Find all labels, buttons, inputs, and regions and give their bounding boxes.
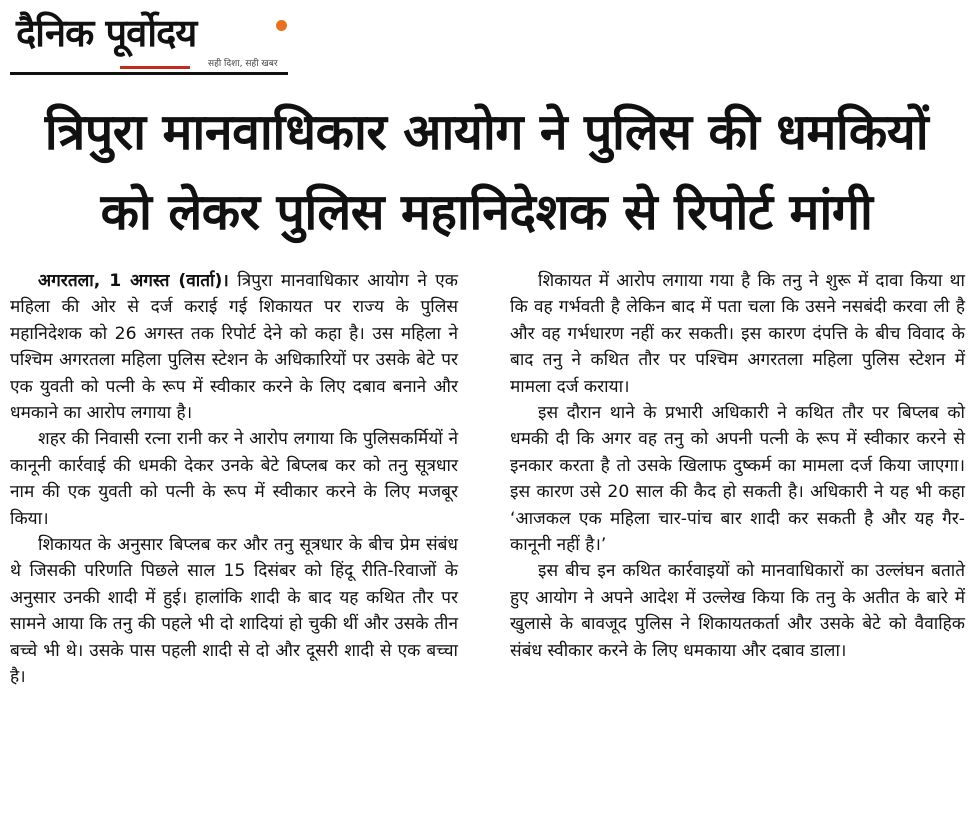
headline <box>0 92 973 252</box>
article-paragraph: शिकायत के अनुसार बिप्लब कर और तनु सूत्रधार के बीच प्रेम संबंध थे जिसकी परिणति पिछले साल 15 दिसंबर को हिंदू रीति-रिवाजों के अनुसार उनकी शादी में हुई। हालांकि शादी के बाद यह कथित तौर पर सामने आया कि तनु की पहले भी दो शादियां हो चुकी थीं और उसके तीन बच्चे भी थे। उसके पास पहली शादी से दो और दूसरी शादी से एक बच्चा है। <box>10 535 458 688</box>
article-column-right <box>510 268 965 664</box>
article-paragraph: इस बीच इन कथित कार्रवाइयों को मानवाधिकारों का उल्लंघन बताते हुए आयोग ने अपने आदेश में उल्लेख किया कि तनु के अतीत के बारे में खुलासे के बावजूद पुलिस ने शिकायतकर्ता और उसके बेटे को वैवाहिक संबंध स्वीकार करने के लिए धमकाया और दबाव डाला। <box>510 561 965 661</box>
newspaper-logo: दैनिक पूर्वोदय <box>16 11 197 55</box>
article-paragraph <box>10 268 458 426</box>
headline-line-1: त्रिपुरा मानवाधिकार आयोग ने पुलिस की धमकियों <box>44 103 929 161</box>
logo-dot-icon <box>276 20 287 31</box>
masthead <box>10 6 295 72</box>
article-column-left <box>10 268 458 691</box>
paragraph-text: त्रिपुरा मानवाधिकार आयोग ने एक महिला की ओर से दर्ज कराई गई शिकायत पर राज्य के पुलिस महानिदेशक को 26 अगस्त तक रिपोर्ट देने को कहा है। उस महिला ने पश्चिम अगरतला महिला पुलिस स्टेशन के अधिकारियों पर उसके बेटे पर एक युवती को पत्नी के रूप में स्वीकार करने के लिए दबाव बनाने और धमकाने का आरोप लगाया है। <box>10 271 458 424</box>
article-paragraph: शहर की निवासी रत्ना रानी कर ने आरोप लगाया कि पुलिसकर्मियों ने कानूनी कार्रवाई की धमकी देकर उनके बेटे बिप्लब कर को तनु सूत्रधार नाम की एक युवती को पत्नी के रूप में स्वीकार करने के लिए मजबूर किया। <box>10 429 458 529</box>
masthead-divider <box>10 72 288 75</box>
dateline: अगरतला, 1 अगस्त (वार्ता)। <box>38 271 229 291</box>
tagline: सही दिशा, सही खबर <box>208 59 278 69</box>
headline-line-2: को लेकर पुलिस महानिदेशक से रिपोर्ट मांगी <box>100 183 873 241</box>
article-paragraph: इस दौरान थाने के प्रभारी अधिकारी ने कथित तौर पर बिप्लब को धमकी दी कि अगर वह तनु को अपनी पत्नी के रूप में स्वीकार करने से इनकार करता है तो उसके खिलाफ दुष्कर्म का मामला दर्ज किया जाएगा। इस कारण उसे 20 साल की कैद हो सकती है। अधिकारी ने यह भी कहा ‘आजकल एक महिला चार-पांच बार शादी कर सकती है और यह गैर-कानूनी नहीं है।’ <box>510 403 965 556</box>
article-paragraph: शिकायत में आरोप लगाया गया है कि तनु ने शुरू में दावा किया था कि वह गर्भवती है लेकिन बाद में पता चला कि उसने नसबंदी करवा ली है और वह गर्भधारण नहीं कर सकती। इस कारण दंपत्ति के बीच विवाद के बाद तनु ने कथित तौर पर पश्चिम अगरतला महिला पुलिस स्टेशन में मामला दर्ज कराया। <box>510 271 965 397</box>
logo-accent-bar <box>120 66 190 69</box>
